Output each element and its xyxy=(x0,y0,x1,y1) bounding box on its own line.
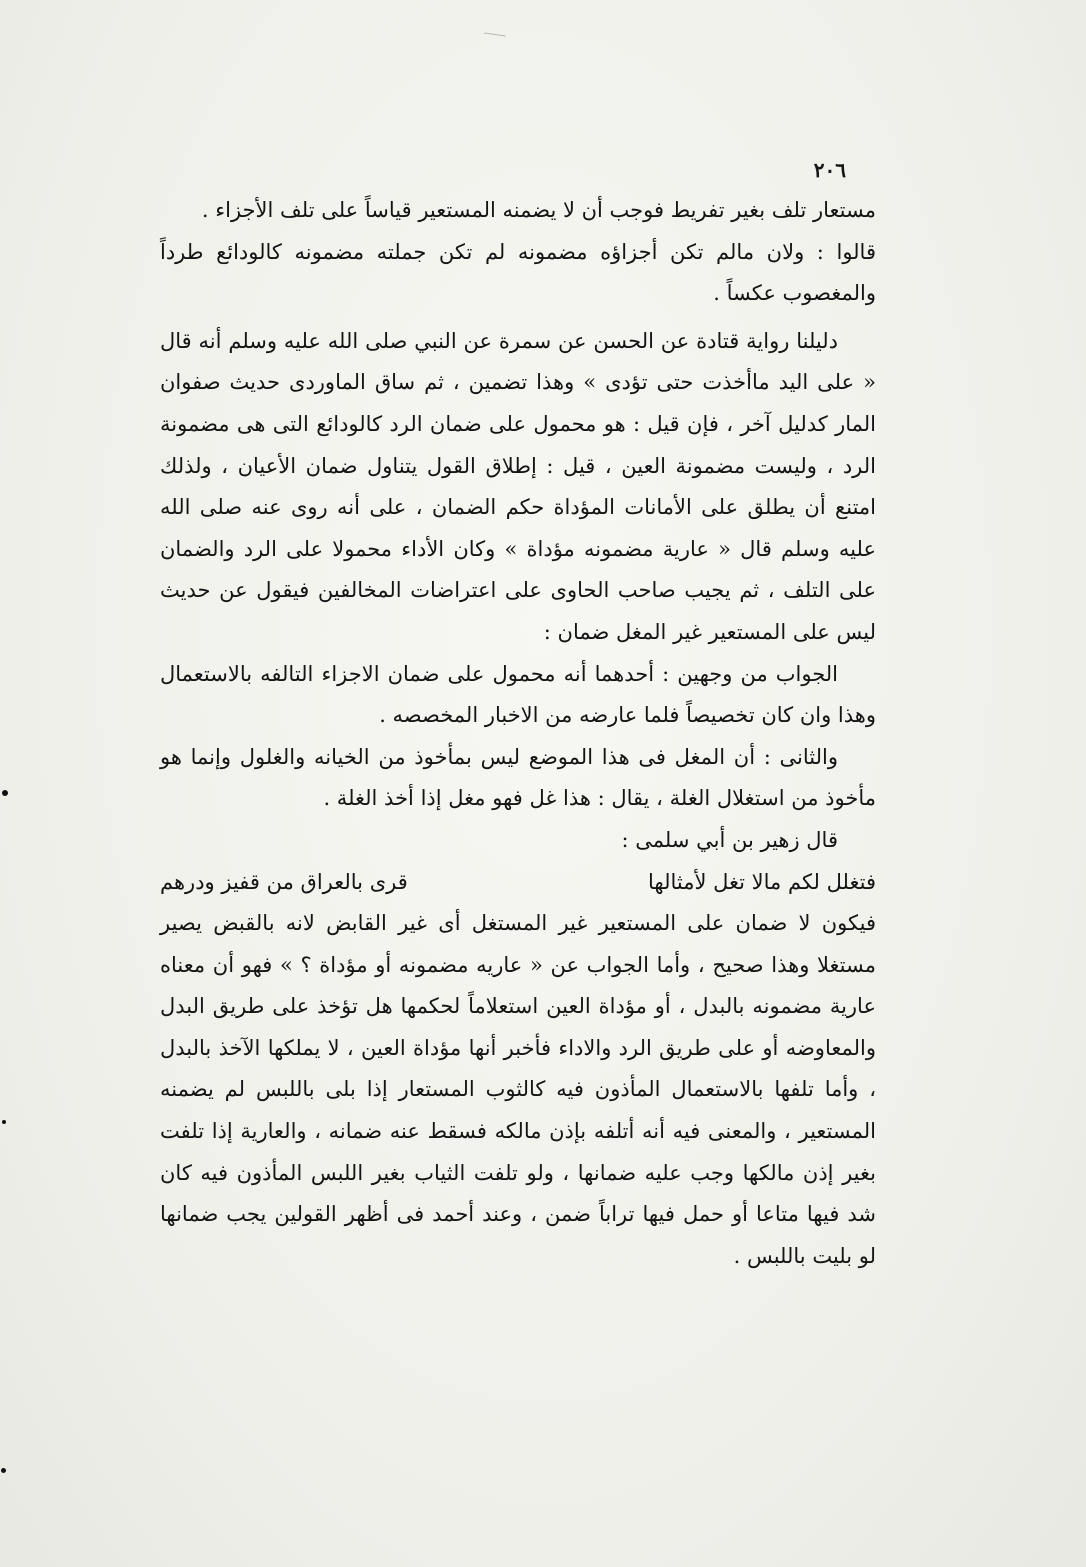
paragraph-2: قالوا : ولان مالم تكن أجزاؤه مضمونه لم تكن جملته مضمونه كالودائع طرداً والمغصوب عكساً . xyxy=(160,239,876,306)
paragraph-4: الجواب من وجهين : أحدهما أنه محمول على ضمان الاجزاء التالفه بالاستعمال وهذا وان كان تخصيصاً فلما عارضه من الاخبار المخصصه . xyxy=(160,661,876,728)
verse-first-hemistich: فتغلل لكم مالا تغل لأمثالها xyxy=(648,869,876,894)
closing-paragraph: فيكون لا ضمان على المستعير غير المستغل أى غير القابض لانه بالقبض يصير مستغلا وهذا صحيح ، وأما الجواب عن « عاريه مضمونه أو مؤداة ؟ » فهو أن معناه عارية مضمونه بالبدل ، أو مؤداة العين استعلاماً لحكمها هل تؤخذ على طريق البدل والمعاوضه أو على طريق الرد والاداء فأخبر أنها مؤداة العين ، لا يملكها الآخذ بالبدل ، وأما تلفها بالاستعمال المأذون فيه كالثوب المستعار إذا بلى باللبس لم يضمنه المستعير ، والمعنى فيه أنه أتلفه بإذن مالكه فسقط عنه ضمانه ، والعارية إذا تلفت بغير إذن مالكها وجب عليه ضمانها ، ولو تلفت الثياب بغير اللبس المأذون فيه كان شد فيها متاعا أو حمل فيها تراباً ضمن ، وعند أحمد فى أظهر القولين يجب ضمانها لو بليت باللبس . xyxy=(160,911,876,1268)
body-text xyxy=(160,190,876,1277)
scan-edge-dot xyxy=(1,1468,6,1473)
verse-second-hemistich: قرى بالعراق من قفيز ودرهم xyxy=(160,869,408,894)
verse-intro: قال زهير بن أبي سلمى : xyxy=(621,827,838,852)
scan-artifact-dash xyxy=(484,32,506,36)
page-number: ٢٠٦ xyxy=(813,158,846,182)
poetry-verse xyxy=(160,862,876,904)
scan-edge-dot xyxy=(2,1120,6,1124)
paragraph-1: مستعار تلف بغير تفريط فوجب أن لا يضمنه المستعير قياساً على تلف الأجزاء . xyxy=(201,198,876,222)
paragraph-3: دليلنا رواية قتادة عن الحسن عن سمرة عن النبي صلى الله عليه وسلم أنه قال « على اليد ماأخذت حتى تؤدى » وهذا تضمين ، ثم ساق الماوردى حديث صفوان المار كدليل آخر ، فإن قيل : هو محمول على ضمان الرد كالودائع التى هى مضمونة الرد ، وليست مضمونة العين ، قيل : إطلاق القول يتناول ضمان الأعيان ، ولذلك امتنع أن يطلق على الأمانات المؤداة حكم الضمان ، على أنه روى عنه صلى الله عليه وسلم قال « عارية مضمونه مؤداة » وكان الأداء محمولا على الرد والضمان على التلف ، ثم يجيب صاحب الحاوى على اعتراضات المخالفين فيقول عن حديث ليس على المستعير غير المغل ضمان : xyxy=(160,328,876,644)
scan-edge-dot xyxy=(2,790,8,796)
paragraph-5: والثانى : أن المغل فى هذا الموضع ليس بمأخوذ من الخيانه والغلول وإنما هو مأخوذ من استغلال الغلة ، يقال : هذا غل فهو مغل إذا أخذ الغلة . xyxy=(160,744,876,811)
